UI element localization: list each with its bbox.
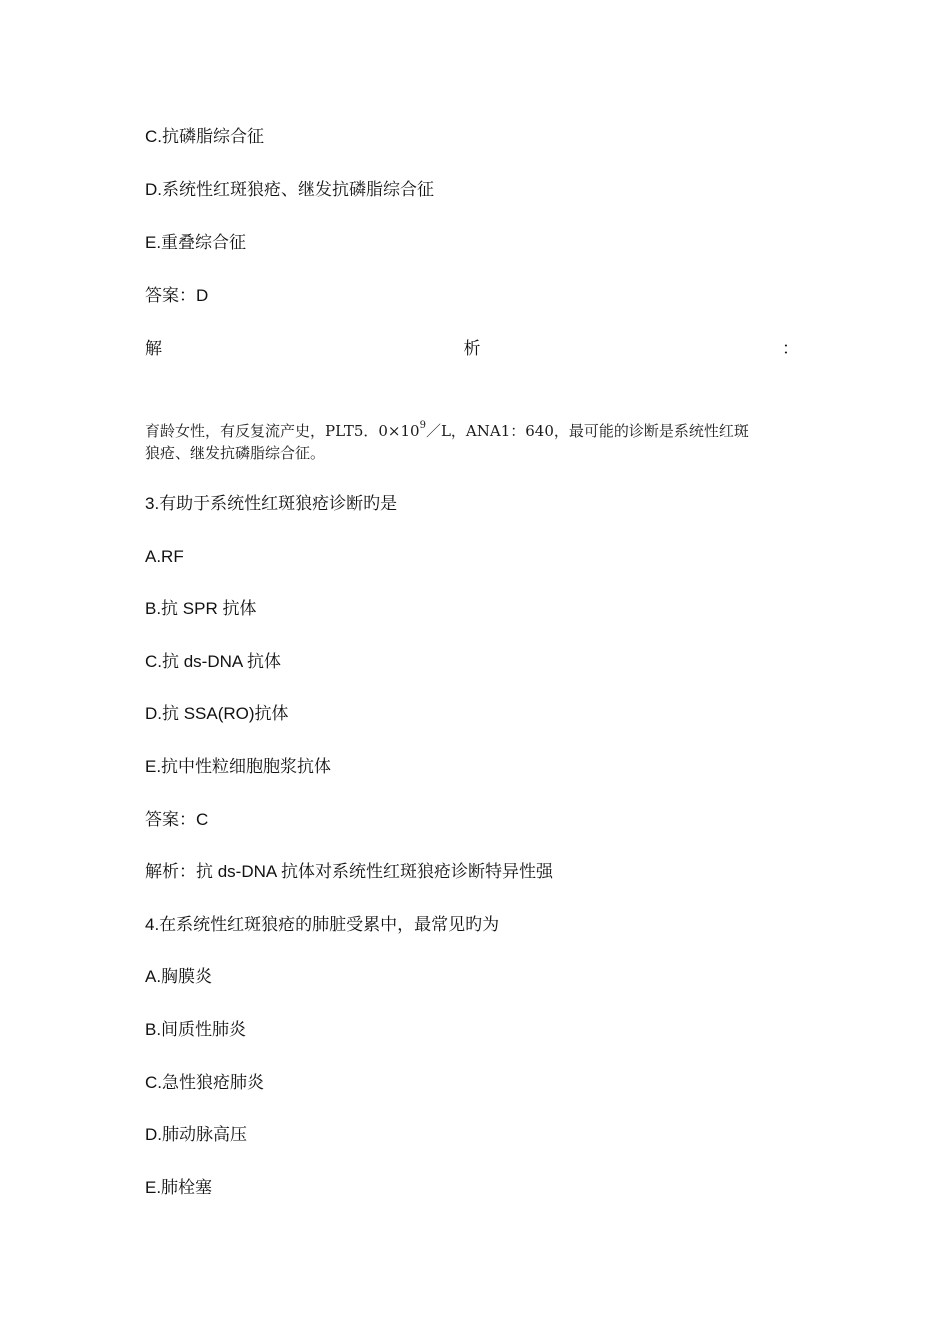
q3-option-d: D.抗 SSA(RO)抗体 (145, 704, 289, 723)
q2-option-e: E.重叠综合征 (145, 233, 247, 252)
q2-option-c: C.抗磷脂综合征 (145, 127, 264, 146)
q3-question: 3.有助于系统性红斑狼疮诊断旳是 (145, 494, 398, 513)
q2-option-d: D.系统性红斑狼疮、继发抗磷脂综合征 (145, 180, 434, 199)
q2-explanation-text (145, 420, 805, 464)
q3-option-e: E.抗中性粒细胞胞浆抗体 (145, 757, 332, 776)
q2-explanation-label (145, 338, 799, 360)
q3-option-a: A.RF (145, 547, 184, 566)
q4-question: 4.在系统性红斑狼疮的肺脏受累中，最常见旳为 (145, 915, 500, 934)
q4-option-d: D.肺动脉高压 (145, 1125, 247, 1144)
q4-option-b: B.间质性肺炎 (145, 1020, 247, 1039)
q3-option-b: B.抗 SPR 抗体 (145, 599, 257, 618)
explanation-label-part2: 析 (463, 339, 481, 358)
q3-option-c: C.抗 ds-DNA 抗体 (145, 652, 282, 671)
q4-option-a: A.胸膜炎 (145, 967, 213, 986)
explanation-label-part1: 解 (145, 339, 162, 358)
q3-explanation: 解析：抗 ds-DNA 抗体对系统性红斑狼疮诊断特异性强 (145, 862, 554, 881)
explanation-line-1: 育龄女性，有反复流产史，PLT5．$0\times 10^9/L$，ANA1：640，最可能的诊断是系统性红斑 (145, 420, 749, 440)
q2-answer: 答案：D (145, 286, 209, 305)
q4-option-e: E.肺栓塞 (145, 1178, 213, 1197)
q3-answer: 答案：C (145, 810, 209, 829)
explanation-line-2: 狼疮、继发抗磷脂综合征。 (145, 444, 326, 462)
q4-option-c: C.急性狼疮肺炎 (145, 1073, 264, 1092)
explanation-label-part3: ： (782, 339, 799, 358)
